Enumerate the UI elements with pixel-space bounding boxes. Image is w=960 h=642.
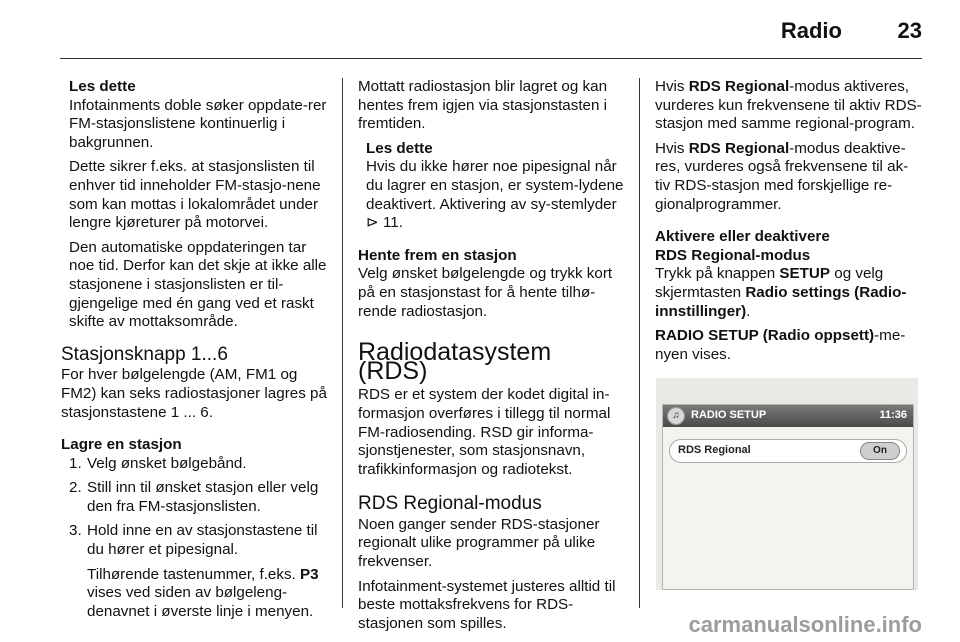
note-paragraph: Den automatiske oppdateringen tar noe tid. Derfor kan det skje at ikke alle stasjonene i stasjonslisten er til-gjengelige med én gang ved et raskt skifte av mottaksområde. — [69, 238, 327, 331]
bold-term: SETUP — [779, 265, 831, 283]
step-item — [61, 522, 329, 559]
note-paragraph — [366, 158, 626, 232]
paragraph — [655, 265, 923, 321]
step-text: Still inn til ønsket stasjon eller velg den fra FM-stasjonslisten. — [87, 479, 319, 515]
page-number: 23 — [897, 18, 922, 43]
sub-heading-line: RDS Regional-modus — [655, 246, 811, 264]
text: -modus aktiveres, vurderes kun frekvensene til aktiv RDS-stasjon med samme regional-program. — [655, 78, 922, 133]
key-label: P3 — [300, 565, 319, 583]
step-item — [61, 479, 329, 516]
watermark: carmanualsonline.info — [688, 612, 922, 637]
text: Hvis — [655, 139, 689, 157]
text: Trykk på knappen — [655, 265, 780, 283]
paragraph — [655, 140, 923, 214]
step-text: Velg ønsket bølgebånd. — [87, 454, 247, 472]
note-box — [61, 78, 329, 332]
paragraph: For hver bølgelengde (AM, FM1 og FM2) kan seks radiostasjoner lagres på stasjonstastene 1 ... 6. — [61, 366, 327, 421]
chapter-heading: Radiodatasystem (RDS) — [358, 338, 552, 385]
screen-clock: 11:36 — [879, 409, 907, 421]
step-note-text: vises ved siden av bølgeleng-denavnet i øverste linje i menyen. — [87, 584, 314, 620]
bold-term: RDS Regional — [688, 139, 790, 157]
page-ref: 11. — [378, 214, 403, 232]
text: -me-nyen vises. — [655, 327, 906, 363]
step-note — [61, 566, 329, 622]
step-note-text: Tilhørende tastenummer, f.eks. — [87, 565, 296, 583]
paragraph: RDS er et system der kodet digital in-formasjon overføres i tillegg til normal FM-radiosending. RSD gir informa-sjonstjenester, som stasjonsnavn, trafikkinformasjon og radiotekst. — [358, 386, 611, 478]
step-number: 2. — [69, 479, 82, 497]
column-3 — [655, 78, 923, 370]
paragraph: Noen ganger sender RDS-stasjoner regionalt ulike programmer på ulike frekvenser. — [358, 515, 600, 571]
bold-term: RADIO SETUP (Radio oppsett) — [655, 327, 875, 345]
page-ref-icon: ⊳ — [366, 214, 379, 232]
note-box — [358, 140, 626, 233]
step-number: 3. — [69, 522, 82, 540]
on-toggle[interactable]: On — [860, 442, 900, 460]
sub-heading — [655, 228, 923, 265]
rds-regional-setting[interactable] — [669, 439, 907, 463]
page-header — [0, 0, 960, 60]
radio-icon: ♫ — [667, 407, 685, 425]
radio-setup-screenshot — [656, 378, 918, 590]
note-text: Hvis du ikke hører noe pipesignal når du lagrer en stasjon, er system-lydene deaktivert. Aktivering av sy-stemlyder — [366, 158, 624, 213]
column-1 — [61, 78, 329, 621]
paragraph — [655, 327, 923, 364]
header-rule — [60, 58, 922, 59]
paragraph: Mottatt radiostasjon blir lagret og kan hentes frem igjen via stasjonstasten i fremtiden. — [358, 78, 608, 133]
text: Hvis — [655, 78, 689, 95]
text: -modus deaktive-res, vurderes også frekvensene til ak-tiv RDS-stasjon med forskjellige re-gionalprogrammer. — [655, 139, 909, 213]
step-text: Hold inne en av stasjonstastene til du hører et pipesignal. — [87, 522, 318, 559]
section-heading: RDS Regional-modus — [358, 493, 542, 515]
header-title: Radio — [780, 18, 842, 43]
column-2 — [358, 78, 626, 639]
column-divider — [342, 78, 343, 608]
bold-term: Radio settings (Radio-innstillinger) — [655, 283, 907, 320]
screen-display — [662, 404, 914, 590]
paragraph: Infotainment-systemet justeres alltid til beste mottaksfrekvens for RDS-stasjonen som spilles. — [358, 577, 616, 632]
sub-heading-line: Aktivere eller deaktivere — [655, 228, 830, 246]
sub-heading: Lagre en stasjon — [61, 436, 182, 454]
paragraph — [655, 78, 923, 134]
note-title: Les dette — [69, 78, 136, 95]
setting-label: RDS Regional — [678, 444, 751, 456]
note-paragraph: Dette sikrer f.eks. at stasjonslisten til enhver tid inneholder FM-stasjo-nene som kan mottas i lokalområdet under lengre kjøreturer på motorvei. — [69, 158, 321, 232]
step-item — [61, 455, 329, 474]
section-heading: Stasjonsknapp 1...6 — [61, 343, 228, 365]
screen-titlebar — [663, 405, 913, 427]
paragraph: Velg ønsket bølgelengde og trykk kort på en stasjonstast for å hente tilhø-rende radiostasjon. — [358, 265, 613, 320]
screen-title: RADIO SETUP — [691, 409, 767, 421]
text: . — [746, 302, 751, 320]
note-title: Les dette — [366, 139, 433, 157]
note-paragraph: Infotainments doble søker oppdate-rer FM-stasjonslistene kontinuerlig i bakgrunnen. — [69, 96, 327, 151]
column-divider — [639, 78, 640, 608]
text: og velg skjermtasten — [655, 265, 884, 301]
bold-term: RDS Regional — [688, 78, 790, 95]
sub-heading: Hente frem en stasjon — [358, 246, 517, 264]
step-number: 1. — [69, 454, 82, 472]
